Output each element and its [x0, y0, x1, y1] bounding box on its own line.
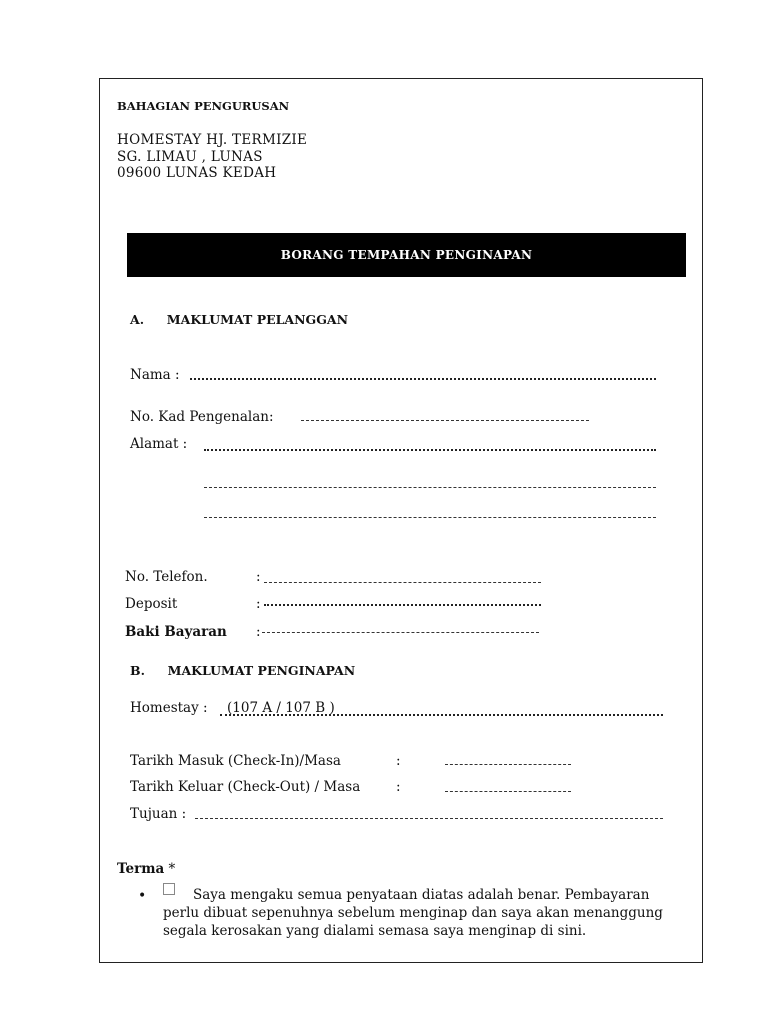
- alamat-field-line-3[interactable]: [204, 517, 656, 518]
- form-title: BORANG TEMPAHAN PENGINAPAN: [280, 248, 533, 262]
- baki-bayaran-label: Baki Bayaran: [125, 624, 227, 640]
- telefon-colon: :: [256, 569, 261, 585]
- checkin-label: Tarikh Masuk (Check-In)/Masa: [130, 753, 341, 769]
- terms-heading-text: Terma: [117, 861, 165, 877]
- terms-bullet: •: [138, 888, 147, 904]
- deposit-field[interactable]: [264, 604, 541, 606]
- checkin-colon: :: [396, 753, 401, 769]
- tujuan-label: Tujuan :: [130, 806, 187, 822]
- terms-statement: Saya mengaku semua penyataan diatas adalah benar. Pembayaran perlu dibuat sepenuhnya sebelum menginap dan saya akan menanggung segala kerosakan yang dialami semasa saya menginap di sini.: [163, 887, 663, 939]
- address-line: SG. LIMAU , LUNAS: [117, 148, 263, 165]
- form-title-bar: [127, 233, 686, 277]
- checkout-colon: :: [396, 779, 401, 795]
- homestay-label: Homestay :: [130, 700, 208, 716]
- section-a-title: MAKLUMAT PELANGGAN: [166, 312, 349, 327]
- nama-label: Nama :: [130, 367, 180, 383]
- ic-field[interactable]: [301, 420, 589, 421]
- alamat-label: Alamat :: [130, 436, 188, 452]
- tujuan-field[interactable]: [195, 818, 663, 819]
- nama-field[interactable]: [190, 378, 656, 380]
- alamat-field-line-2[interactable]: [204, 487, 656, 488]
- section-b-heading: [130, 663, 355, 678]
- required-mark: *: [168, 861, 176, 877]
- alamat-field-line-1[interactable]: [204, 449, 656, 451]
- checkout-field[interactable]: [445, 791, 571, 792]
- homestay-value: (107 A / 107 B ): [227, 700, 335, 716]
- management-section-label: BAHAGIAN PENGURUSAN: [117, 99, 290, 113]
- ic-label: No. Kad Pengenalan:: [130, 409, 274, 425]
- checkout-label: Tarikh Keluar (Check-Out) / Masa: [130, 779, 361, 795]
- section-a-heading: [130, 312, 348, 327]
- baki-bayaran-field[interactable]: [262, 632, 539, 633]
- section-a-marker: A.: [130, 312, 145, 327]
- section-b-title: MAKLUMAT PENGINAPAN: [167, 663, 356, 678]
- terms-heading: [117, 861, 175, 877]
- address-line: HOMESTAY HJ. TERMIZIE: [117, 132, 308, 148]
- homestay-address: [117, 132, 307, 182]
- deposit-colon: :: [256, 596, 261, 612]
- checkin-field[interactable]: [445, 764, 571, 765]
- address-line: 09600 LUNAS KEDAH: [117, 165, 277, 181]
- section-b-marker: B.: [130, 663, 145, 678]
- terms-text: [163, 886, 683, 940]
- form-border: [99, 78, 703, 963]
- telefon-field[interactable]: [264, 582, 541, 583]
- deposit-label: Deposit: [125, 596, 178, 612]
- homestay-field[interactable]: [220, 714, 663, 716]
- baki-colon: :: [256, 624, 261, 640]
- telefon-label: No. Telefon.: [125, 569, 208, 585]
